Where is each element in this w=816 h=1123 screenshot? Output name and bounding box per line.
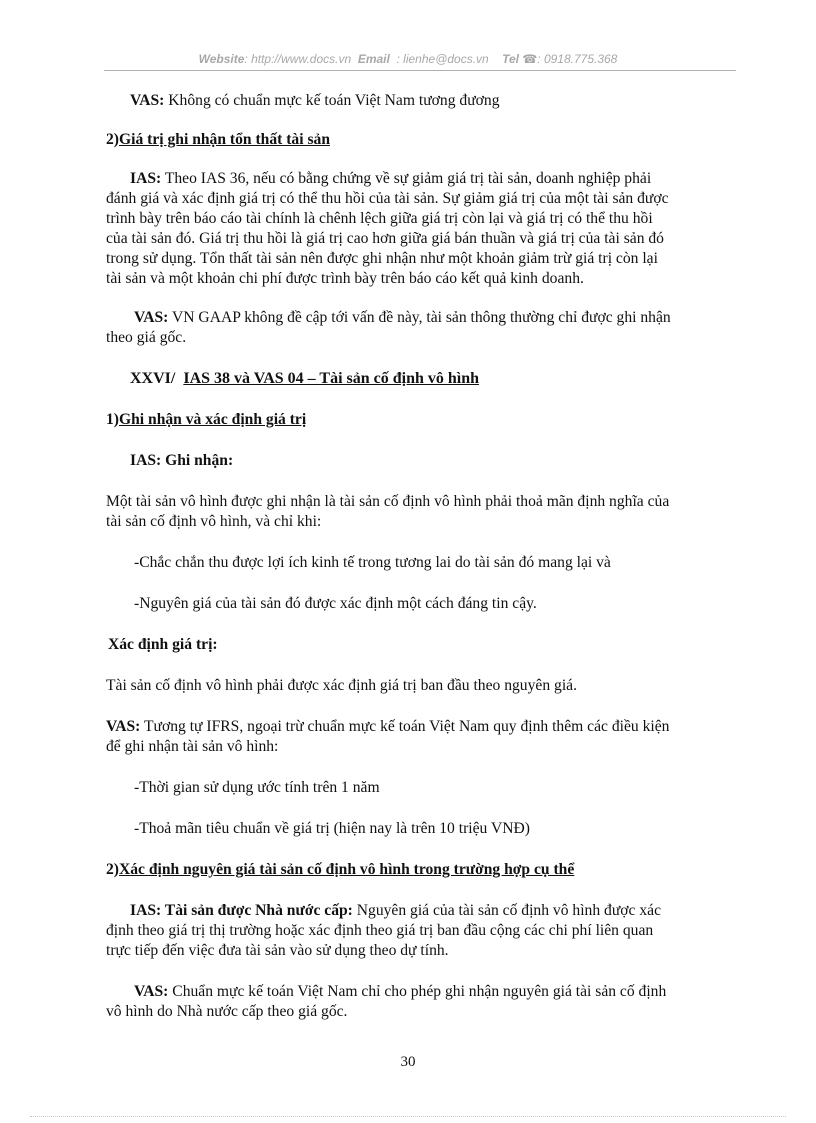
email-label: Email: [357, 52, 390, 66]
vas-recognition-paragraph: VAS: Tương tự IFRS, ngoại trừ chuẩn mực kế toán Việt Nam quy định thêm các điều kiện để ghi nhận tài sản vô hình:: [106, 718, 670, 755]
valuation-label: Xác định giá trị:: [108, 636, 218, 653]
recognition-definition-paragraph: Một tài sản vô hình được ghi nhận là tài sản cố định vô hình phải thoả mãn định nghĩa của tài sản cố định vô hình, và chỉ khi:: [106, 493, 670, 530]
document-body: [106, 91, 732, 1022]
footer-divider: [30, 1116, 786, 1117]
page-header: [0, 52, 816, 66]
ias-recognition-label: IAS: Ghi nhận:: [130, 452, 234, 469]
valuation-paragraph: Tài sản cố định vô hình phải được xác định giá trị ban đầu theo nguyên giá.: [106, 677, 577, 694]
tel-value: : 0918.775.368: [537, 52, 618, 66]
section-title-xxvi: XXVI/ IAS 38 và VAS 04 – Tài sản cố định vô hình: [130, 370, 480, 387]
website-value: : http://www.docs.vn: [244, 52, 352, 66]
vas-state-granted-paragraph: VAS: Chuẩn mực kế toán Việt Nam chỉ cho phép ghi nhận nguyên giá tài sản cố định vô hình do Nhà nước cấp theo giá gốc.: [106, 983, 667, 1020]
page-number: 30: [400, 1054, 416, 1070]
list-item: -Thoả mãn tiêu chuẩn về giá trị (hiện nay là trên 10 triệu VNĐ): [134, 820, 530, 837]
subheading-impairment: 2)Giá trị ghi nhận tổn thất tài sản: [106, 131, 330, 148]
vas-no-equivalent-paragraph: VAS: Không có chuẩn mực kế toán Việt Nam tương đương: [130, 92, 500, 109]
phone-icon: ☎: [522, 52, 538, 66]
ias-state-granted-paragraph: IAS: Tài sản được Nhà nước cấp: Nguyên giá của tài sản cố định vô hình được xác định theo giá trị thị trường hoặc xác định theo giá trị ban đầu cộng các chi phí liên quan trực tiếp đến việc đưa tài sản vào sử dụng theo dự tính.: [106, 902, 661, 959]
header-divider: [104, 70, 736, 71]
tel-label: Tel: [502, 52, 519, 66]
website-label: Website: [198, 52, 245, 66]
ias-impairment-paragraph: IAS: Theo IAS 36, nếu có bằng chứng về sự giảm giá trị tài sản, doanh nghiệp phải đánh giá và xác định giá trị có thể thu hồi của tài sản. Sự giảm giá trị của một tài sản được trình bày trên báo cáo tài chính là chênh lệch giữa giá trị còn lại và giá trị có thể thu hồi của tài sản đó. Giá trị thu hồi là giá trị cao hơn giữa giá bán thuần và giá trị của tài sản đó trong sử dụng. Tổn thất tài sản nên được ghi nhận như một khoản giảm trừ giá trị còn lại tài sản và một khoản chi phí được trình bày trên báo cáo kết quả kinh doanh.: [106, 170, 669, 287]
list-item: -Thời gian sử dụng ước tính trên 1 năm: [134, 779, 380, 796]
email-value: : lienhe@docs.vn: [396, 52, 489, 66]
list-item: -Chắc chắn thu được lợi ích kinh tế trong tương lai do tài sản đó mang lại và: [134, 554, 611, 571]
list-item: -Nguyên giá của tài sản đó được xác định một cách đáng tin cậy.: [134, 595, 537, 612]
vas-impairment-paragraph: VAS: VN GAAP không đề cập tới vấn đề này, tài sản thông thường chỉ được ghi nhận theo giá gốc.: [106, 309, 671, 346]
subheading-recognition: 1)Ghi nhận và xác định giá trị: [106, 411, 307, 428]
subheading-specific-cost: 2)Xác định nguyên giá tài sản cố định vô hình trong trường hợp cụ thể: [106, 861, 575, 878]
